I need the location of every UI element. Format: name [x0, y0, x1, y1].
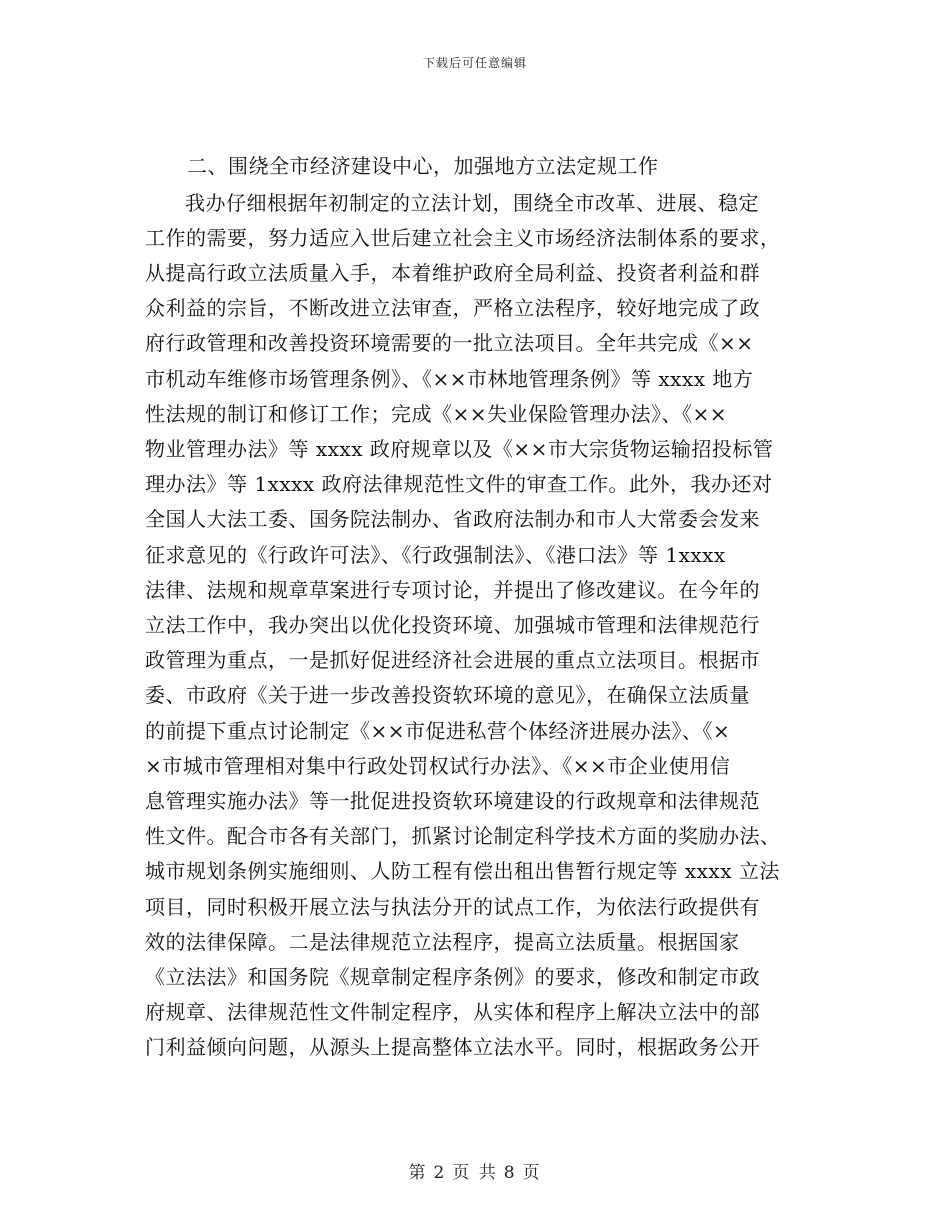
paragraph-line: 全国人大法工委、国务院法制办、省政府法制办和市人大常委会发来: [145, 507, 760, 532]
page-footer-prefix: 第: [408, 1163, 428, 1183]
paragraph-line: 众利益的宗旨，不断改进立法审查，严格立法程序，较好地完成了政: [145, 296, 760, 321]
document-body: [145, 148, 805, 1066]
paragraph-line: 政管理为重点，一是抓好促进经济社会进展的重点立法项目。根据市: [145, 648, 760, 673]
paragraph-line: 理办法》等 1xxxx 政府法律规范性文件的审查工作。此外，我办还对: [145, 472, 773, 497]
paragraph-line: 府规章、法律规范性文件制定程序，从实体和程序上解决立法中的部: [145, 1000, 760, 1025]
paragraph-line: 我办仔细根据年初制定的立法计划，围绕全市改革、进展、稳定: [185, 190, 759, 215]
paragraph-line: 城市规划条例实施细则、人防工程有偿出租出售暂行规定等 xxxx 立法: [145, 859, 780, 884]
paragraph-line: 物业管理办法》等 xxxx 政府规章以及《××市大宗货物运输招投标管: [145, 436, 774, 461]
paragraph-line: ×市城市管理相对集中行政处罚权试行办法》、《××市企业使用信: [145, 753, 731, 778]
paragraph-line: 征求意见的《行政许可法》、《行政强制法》、《港口法》等 1xxxx: [145, 542, 726, 567]
paragraph-line: 工作的需要，努力适应入世后建立社会主义市场经济法制体系的要求，: [145, 225, 781, 250]
paragraph-line: 门利益倾向问题，从源头上提高整体立法水平。同时，根据政务公开: [145, 1035, 760, 1060]
page-number-footer: [0, 1158, 950, 1183]
paragraph-line: 委、市政府《关于进一步改善投资软环境的意见》，在确保立法质量: [145, 683, 750, 708]
section-paragraph: [145, 186, 805, 1066]
paragraph-line: 效的法律保障。二是法律规范立法程序，提高立法质量。根据国家: [145, 929, 740, 954]
paragraph-line: 性文件。配合市各有关部门，抓紧讨论制定科学技术方面的奖励办法、: [145, 824, 781, 849]
paragraph-line: 立法工作中，我办突出以优化投资环境、加强城市管理和法律规范行: [145, 612, 760, 637]
paragraph-line: 项目，同时积极开展立法与执法分开的试点工作，为依法行政提供有: [145, 894, 760, 919]
section-heading: 二、围绕全市经济建设中心，加强地方立法定规工作: [187, 154, 659, 178]
paragraph-line: 性法规的制订和修订工作；完成《××失业保险管理办法》、《××: [145, 401, 728, 426]
page-footer-middle: 页 共: [452, 1163, 498, 1183]
page-footer-suffix: 页: [522, 1163, 542, 1183]
total-page-number: 8: [503, 1163, 517, 1183]
paragraph-line: 息管理实施办法》等一批促进投资软环境建设的行政规章和法律规范: [145, 788, 760, 813]
paragraph-line: 《立法法》和国务院《规章制定程序条例》的要求，修改和制定市政: [145, 964, 760, 989]
paragraph-line: 府行政管理和改善投资环境需要的一批立法项目。全年共完成《××: [145, 331, 754, 356]
page-header-note: 下载后可任意编辑: [422, 56, 527, 70]
paragraph-line: 法律、法规和规章草案进行专项讨论，并提出了修改建议。在今年的: [145, 577, 760, 602]
current-page-number: 2: [433, 1163, 447, 1183]
paragraph-line: 市机动车维修市场管理条例》、《××市林地管理条例》等 xxxx 地方: [145, 366, 754, 391]
paragraph-line: 的前提下重点讨论制定《××市促进私营个体经济进展办法》、《×: [145, 718, 731, 743]
paragraph-line: 从提高行政立法质量入手，本着维护政府全局利益、投资者利益和群: [145, 260, 760, 285]
